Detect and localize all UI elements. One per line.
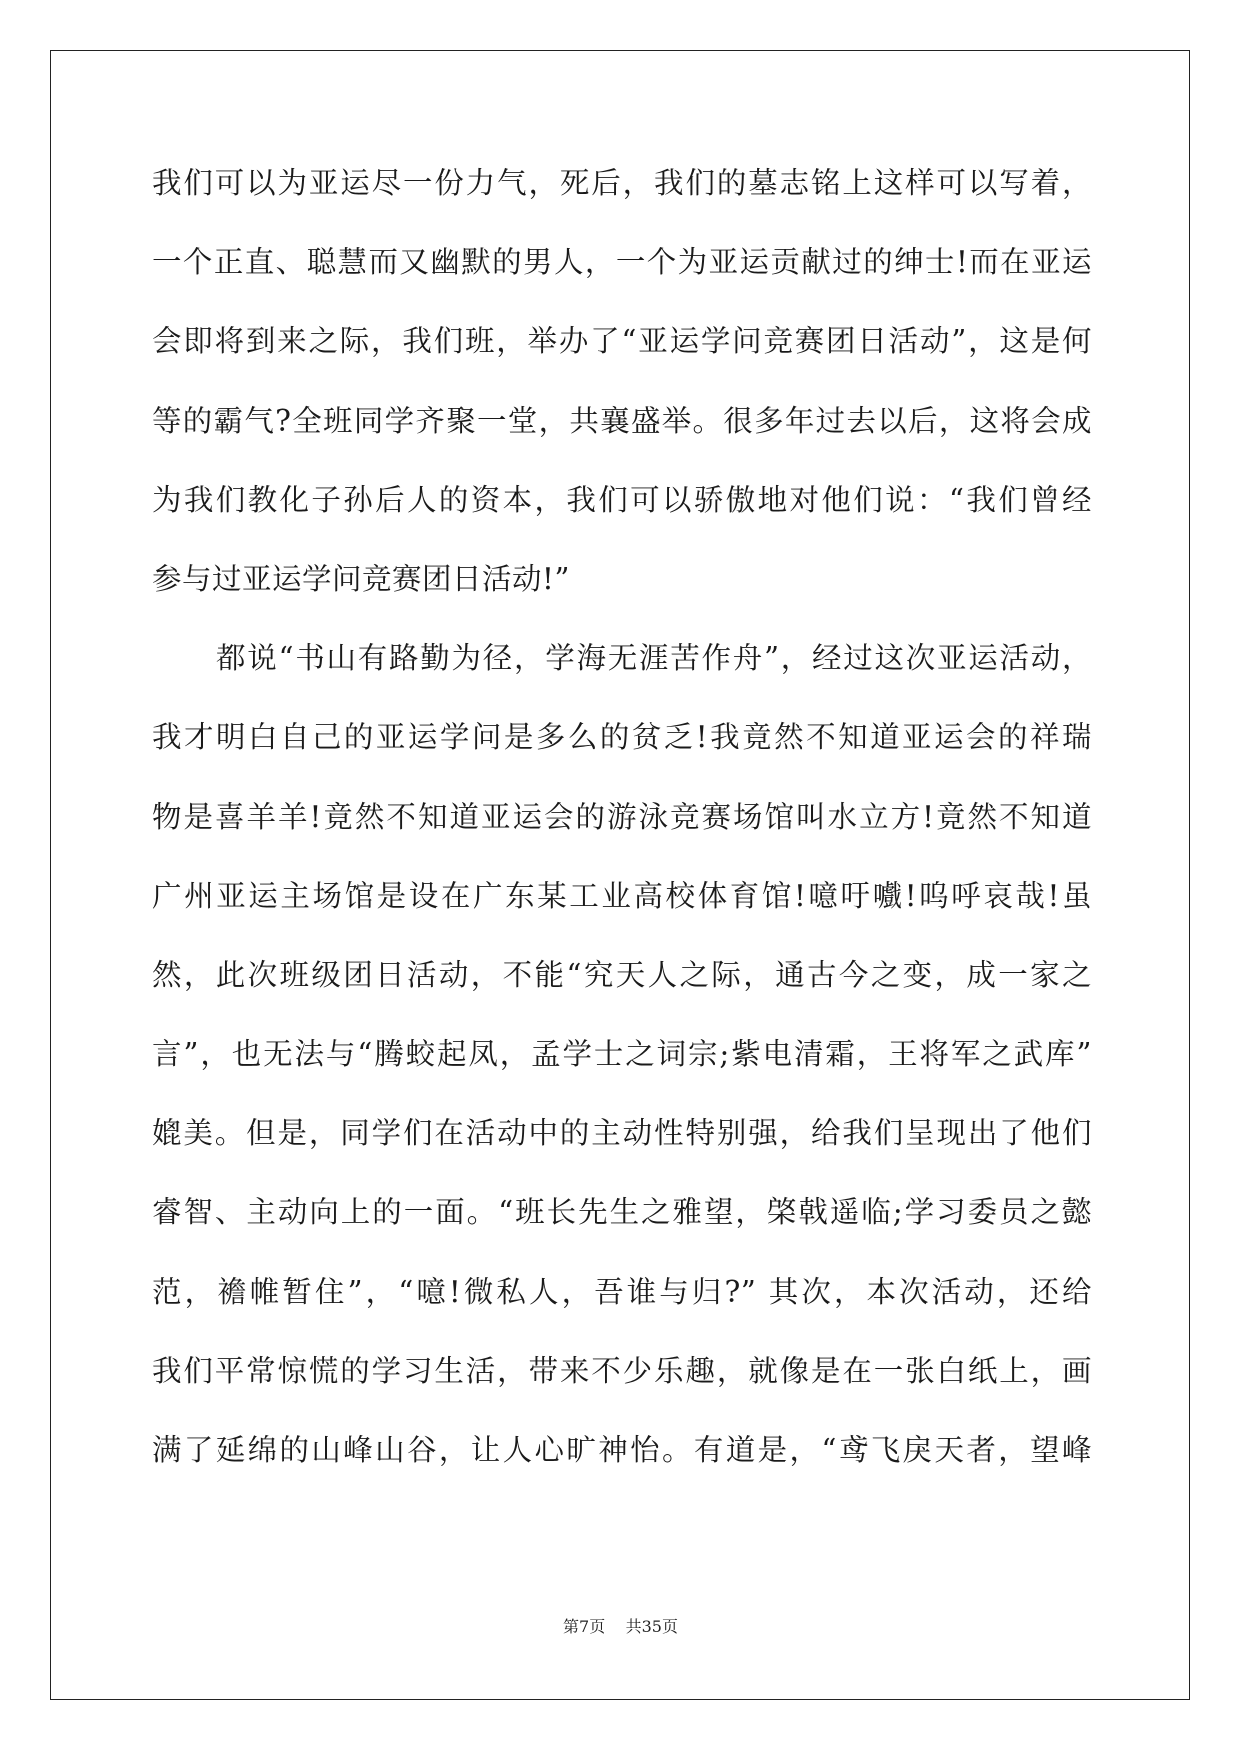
text-line: 我们平常惊慌的学习生活，带来不少乐趣，就像是在一张白纸上，画 (152, 1353, 1092, 1388)
text-line: 会即将到来之际，我们班，举办了“亚运学问竞赛团日活动”，这是何 (152, 324, 1092, 359)
paragraph-1 (152, 163, 1092, 638)
text-line: 言”，也无法与“腾蛟起凤，孟学士之词宗;紫电清霜，王将军之武库” (152, 1037, 1092, 1072)
text-line: 参与过亚运学问竞赛团日活动!” (152, 561, 570, 596)
paragraph-2 (152, 638, 1092, 1509)
text-line: 睿智、主动向上的一面。“班长先生之雅望，棨戟遥临;学习委员之懿 (152, 1195, 1092, 1230)
text-line: 媲美。但是，同学们在活动中的主动性特别强，给我们呈现出了他们 (152, 1116, 1092, 1151)
text-line: 然，此次班级团日活动，不能“究天人之际，通古今之变，成一家之 (152, 957, 1092, 992)
text-line: 满了延绵的山峰山谷，让人心旷神怡。有道是，“鸢飞戾天者，望峰 (152, 1433, 1092, 1467)
text-line: 广州亚运主场馆是设在广东某工业高校体育馆!噫吁嚱!呜呼哀哉!虽 (152, 878, 1092, 913)
document-body (152, 163, 1092, 1509)
text-line: 等的霸气?全班同学齐聚一堂，共襄盛举。很多年过去以后，这将会成 (152, 403, 1092, 438)
text-line: 物是喜羊羊!竟然不知道亚运会的游泳竞赛场馆叫水立方!竟然不知道 (152, 799, 1092, 834)
text-line: 我们可以为亚运尽一份力气，死后，我们的墓志铭上这样可以写着， (152, 166, 1092, 200)
text-line: 范，襜帷暂住”，“噫!微私人，吾谁与归?” 其次，本次活动，还给 (152, 1274, 1092, 1309)
page-footer (0, 1614, 1241, 1637)
text-line: 为我们教化子孙后人的资本，我们可以骄傲地对他们说：“我们曾经 (152, 482, 1092, 517)
text-line: 都说“书山有路勤为径，学海无涯苦作舟”，经过这次亚运活动， (216, 641, 1092, 676)
page-number: 第7页 (563, 1617, 606, 1636)
page-total: 共35页 (625, 1617, 678, 1636)
text-line: 一个正直、聪慧而又幽默的男人，一个为亚运贡献过的绅士!而在亚运 (152, 245, 1092, 280)
text-line: 我才明白自己的亚运学问是多么的贫乏!我竟然不知道亚运会的祥瑞 (152, 720, 1092, 755)
